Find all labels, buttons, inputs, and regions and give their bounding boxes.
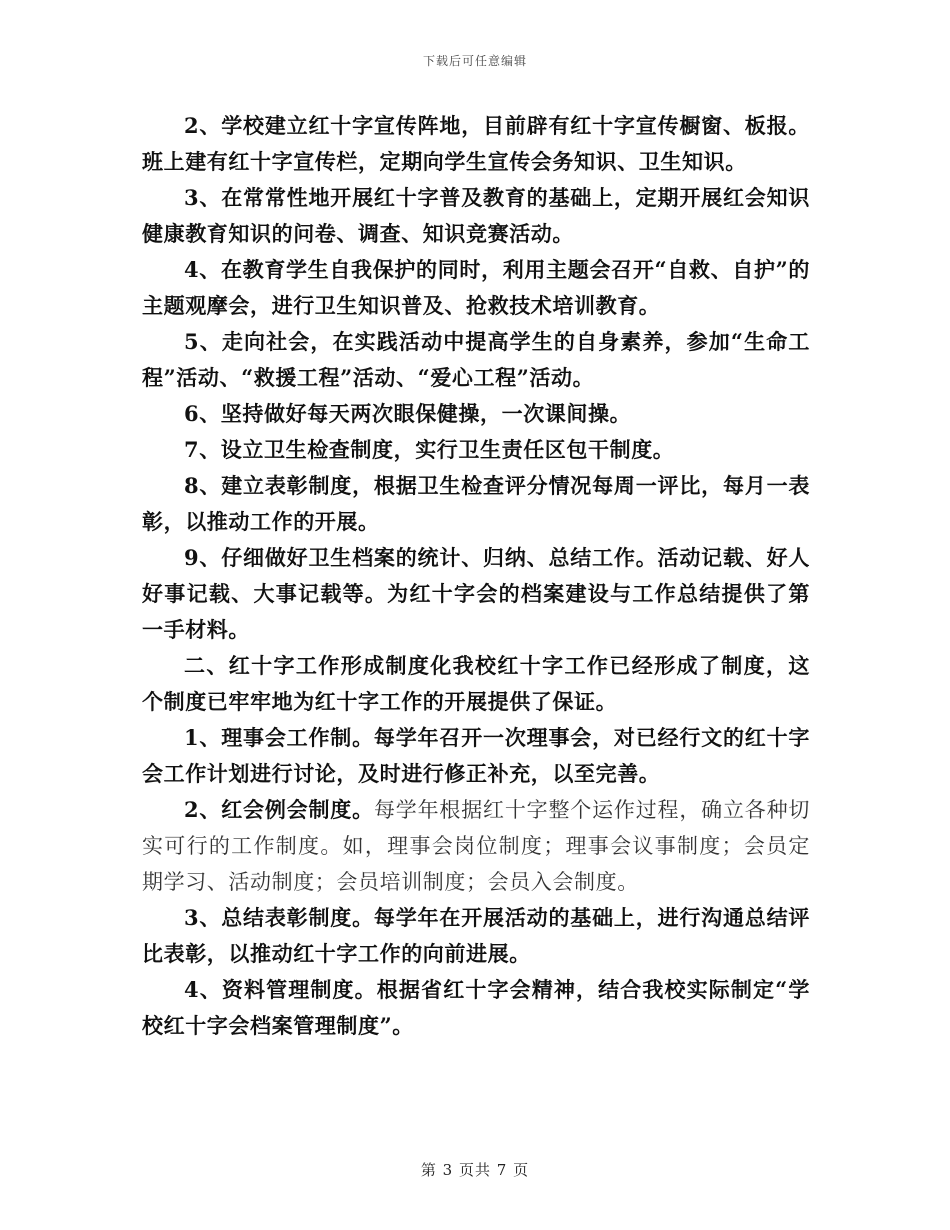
document-body [142,108,810,1044]
paragraph-item-7-hygiene-check: 7、设立卫生检查制度，实行卫生责任区包干制度。 [184,437,675,462]
paragraph-rule-4-records: 4、资料管理制度。根据省红十字会精神，结合我校实际制定“学校红十字会档案管理制度”。 [142,977,810,1038]
page-number: 第 3 页共 7 页 [420,1161,530,1179]
paragraph-item-2-propaganda: 2、学校建立红十字宣传阵地，目前辟有红十字宣传橱窗、板报。班上建有红十字宣传栏，定期向学生宣传会务知识、卫生知识。 [142,113,810,174]
paragraph-item-4-self-protection: 4、在教育学生自我保护的同时，利用主题会召开“自救、自护”的主题观摩会，进行卫生知识普及、抢救技术培训教育。 [142,257,810,318]
paragraph-rule-1-council: 1、理事会工作制。每学年召开一次理事会，对已经行文的红十字会工作计划进行讨论，及时进行修正补充，以至完善。 [142,725,810,786]
paragraph-item-6-exercises: 6、坚持做好每天两次眼保健操，一次课间操。 [184,401,632,426]
paragraph-item-5-society: 5、走向社会，在实践活动中提高学生的自身素养，参加“生命工程”活动、“救援工程”活动、“爱心工程”活动。 [142,329,810,390]
paragraph-rule-3-summary: 3、总结表彰制度。每学年在开展活动的基础上，进行沟通总结评比表彰，以推动红十字工作的向前进展。 [142,905,810,966]
paragraph-rule-2-body: 每学年根据红十字整个运作过程，确立各种切实可行的工作制度。如，理事会岗位制度；理事会议事制度；会员定期学习、活动制度；会员培训制度；会员入会制度。 [142,798,810,894]
paragraph-item-8-commendation: 8、建立表彰制度，根据卫生检查评分情况每周一评比，每月一表彰，以推动工作的开展。 [142,473,810,534]
paragraph-item-9-archives: 9、仔细做好卫生档案的统计、归纳、总结工作。活动记载、好人好事记载、大事记载等。为红十字会的档案建设与工作总结提供了第一手材料。 [142,545,810,642]
section-heading-institutionalization: 二、红十字工作形成制度化我校红十字工作已经形成了制度，这个制度已牢牢地为红十字工作的开展提供了保证。 [142,653,810,714]
paragraph-rule-2-meetings [142,792,810,900]
paragraph-item-3-education: 3、在常常性地开展红十字普及教育的基础上，定期开展红会知识健康教育知识的问卷、调查、知识竞赛活动。 [142,185,810,246]
header-note: 下载后可任意编辑 [422,54,527,68]
paragraph-rule-2-lead: 2、红会例会制度。 [184,797,374,822]
